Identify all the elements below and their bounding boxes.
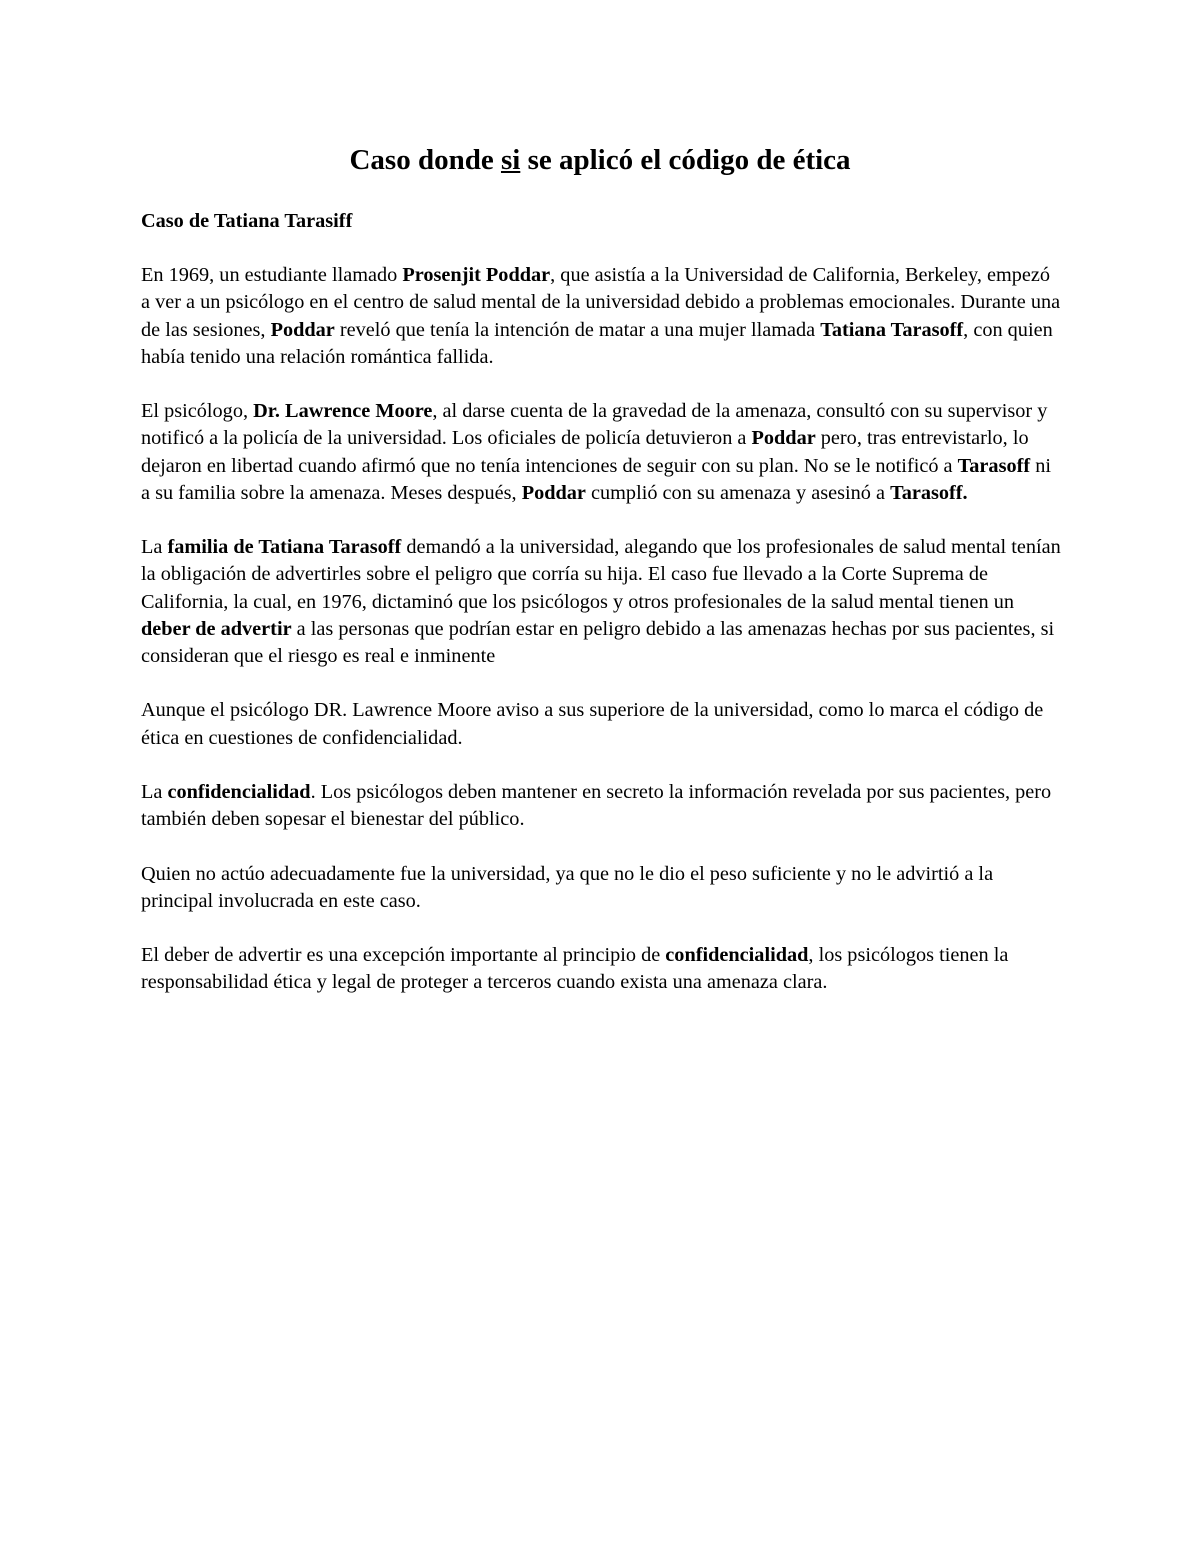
paragraph-text: . Los psicólogos deben mantener en secreto la información revelada por sus pacientes, pero también deben sopesar el bienestar del público.: [141, 781, 1052, 831]
paragraph-text: demandó a la universidad, alegando que los profesionales de salud mental tenían la obligación de advertirles sobre el peligro que corría su hija. El caso fue llevado a la Corte Suprema de California, la cual, en 1976, dictaminó que los psicólogos y otros profesionales de la salud mental tienen un: [141, 536, 1061, 613]
paragraph-text: La: [141, 536, 168, 559]
body-paragraph: [141, 779, 1061, 833]
paragraph-text: El deber de advertir es una excepción importante al principio de: [141, 944, 666, 967]
paragraph-text: El psicólogo,: [141, 400, 254, 423]
bold-text: confidencialidad: [665, 944, 809, 967]
bold-text: Poddar: [751, 427, 816, 450]
body-paragraph: [141, 942, 1061, 996]
paragraph-text: La: [141, 781, 168, 803]
paragraph-text: Quien no actúo adecuadamente fue la universidad, ya que no le dio el peso suficiente y no le advirtió a la principal involucrada en este caso.: [141, 862, 994, 912]
title-prefix: Caso donde: [349, 144, 501, 176]
bold-text: Poddar: [521, 481, 586, 504]
bold-text: deber de advertir: [141, 617, 292, 640]
paragraph-text: cumplió con su amenaza y asesinó a: [585, 481, 891, 504]
body-paragraph: [141, 262, 1061, 371]
paragraph-text: ni a su familia sobre la amenaza. Meses después,: [141, 454, 1051, 504]
paragraph-text: reveló que tenía la intención de matar a una mujer llamada: [334, 318, 821, 341]
body-paragraph: [141, 534, 1061, 670]
paragraph-text: , con quien había tenido una relación romántica fallida.: [141, 318, 1053, 368]
paragraph-text: a las personas que podrían estar en peligro debido a las amenazas hechas por sus pacientes, si consideran que el riesgo es real e inminente: [141, 617, 1055, 668]
paragraph-text: pero, tras entrevistarlo, lo dejaron en libertad cuando afirmó que no tenía intenciones de seguir con su plan. No se le notificó a: [141, 427, 1029, 477]
bold-text: Tarasoff.: [890, 481, 968, 504]
title-suffix: se aplicó el código de ética: [520, 144, 851, 176]
title-underlined-word: si: [500, 144, 521, 176]
paragraph-list: [141, 262, 1061, 996]
paragraph-text: Aunque el psicólogo DR. Lawrence Moore aviso a sus superiore de la universidad, como lo marca el código de ética en cuestiones de confidencialidad.: [141, 699, 1044, 749]
bold-text: confidencialidad: [167, 781, 311, 803]
case-heading: Caso de Tatiana Tarasiff: [141, 210, 353, 232]
bold-text: Tatiana Tarasoff: [820, 318, 964, 341]
paragraph-text: , los psicólogos tienen la responsabilidad ética y legal de proteger a terceros cuando exista una amenaza clara.: [141, 944, 1009, 994]
document-title: [0, 138, 1200, 182]
bold-text: familia de Tatiana Tarasoff: [167, 536, 402, 559]
bold-text: Poddar: [270, 318, 335, 341]
bold-text: Tarasoff: [957, 454, 1031, 477]
paragraph-text: , al darse cuenta de la gravedad de la amenaza, consultó con su supervisor y notificó a la policía de la universidad. Los oficiales de policía detuvieron a: [141, 400, 1048, 450]
paragraph-text: En 1969, un estudiante llamado: [141, 264, 403, 287]
body-paragraph: [141, 398, 1061, 507]
document-body: [141, 208, 1061, 1024]
body-paragraph: [141, 697, 1061, 751]
bold-text: Prosenjit Poddar: [402, 264, 551, 287]
paragraph-text: , que asistía a la Universidad de California, Berkeley, empezó a ver a un psicólogo en el centro de salud mental de la universidad debido a problemas emocionales. Durante una de las sesiones,: [141, 264, 1061, 341]
bold-text: Dr. Lawrence Moore: [253, 400, 433, 423]
body-paragraph: [141, 861, 1061, 915]
